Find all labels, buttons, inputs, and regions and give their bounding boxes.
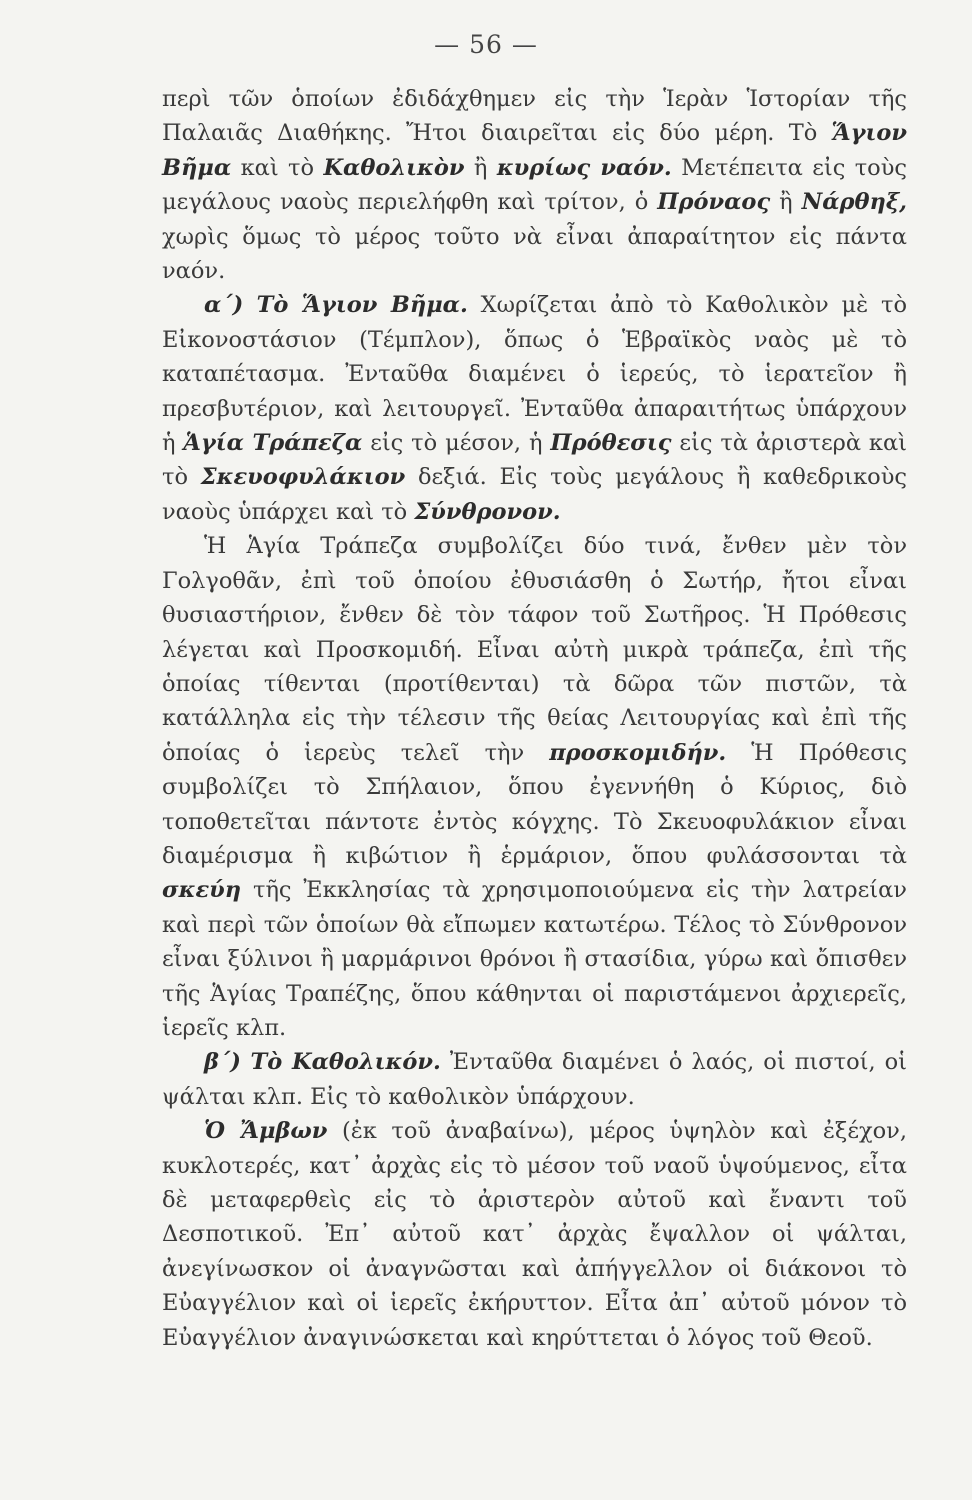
- emphasized-term: Σκευοφυλάκιον: [200, 464, 406, 491]
- text-run: χωρὶς ὅμως τὸ μέρος τοῦτο νὰ εἶναι ἀπαραίτητον εἰς πάντα ναόν.: [162, 223, 907, 285]
- text-run: ἢ: [464, 154, 497, 181]
- paragraph-holy-bema: [162, 288, 907, 529]
- emphasized-term: Ἅγιον Βῆμα: [162, 120, 907, 181]
- text-run: Μετέπειτα εἰς τοὺς μεγάλους ναοὺς περιελήφθη καὶ τρίτον, ὁ: [162, 154, 908, 216]
- emphasized-term: Ἁγία Τράπεζα: [183, 430, 363, 457]
- text-run: περὶ τῶν ὁποίων ἐδιδάχθημεν εἰς τὴν Ἱερὰν Ἱστορίαν τῆς Παλαιᾶς Διαθήκης. Ἤτοι διαιρεῖται εἰς δύο μέρη. Τὸ: [162, 86, 907, 147]
- text-run: Ἡ Ἁγία Τράπεζα συμβολίζει δύο τινά, ἔνθεν μὲν τὸν Γολγοθᾶν, ἐπὶ τοῦ ὁποίου ἐθυσιάσθη ὁ Σωτήρ, ἤτοι εἶναι θυσιαστήριον, ἔνθεν δὲ τὸν τάφον τοῦ Σωτῆρος. Ἡ Πρόθεσις λέγεται καὶ Προσκομιδή. Εἶναι αὐτὴ μικρὰ τράπεζα, ἐπὶ τῆς ὁποίας τίθενται (προτίθενται) τὰ δῶρα τῶν πιστῶν, τὰ κατάλληλα εἰς τὴν τέλεσιν τῆς θείας Λειτουργίας καὶ ἐπὶ τῆς ὁποίας ὁ ἱερεὺς τελεῖ τὴν: [162, 533, 907, 766]
- text-run: ἢ: [770, 189, 802, 216]
- emphasized-term: Καθολικὸν: [323, 154, 465, 181]
- emphasized-term: προσκομιδήν.: [549, 739, 727, 766]
- emphasized-term: α΄) Τὸ Ἅγιον Βῆμα.: [204, 292, 468, 319]
- emphasized-term: Σύνθρονον.: [414, 498, 561, 525]
- text-run: Ἐνταῦθα διαμένει ὁ λαός, οἱ πιστοί, οἱ ψάλται κλπ. Εἰς τὸ καθολικὸν ὑπάρχουν.: [162, 1049, 908, 1110]
- text-run: καὶ τὸ: [231, 154, 324, 181]
- emphasized-term: σκεύη: [162, 877, 242, 904]
- emphasized-term: Νάρθηξ,: [801, 189, 907, 216]
- text-run: εἰς τὸ μέσον, ἡ: [362, 430, 551, 457]
- text-run: δεξιά. Εἰς τοὺς μεγάλους ἢ καθεδρικοὺς ναοὺς ὑπάρχει καὶ τὸ: [162, 464, 907, 525]
- emphasized-term: Ὁ Ἄμβων: [204, 1118, 328, 1145]
- emphasized-term: Πρόναος: [657, 189, 771, 216]
- text-run: (ἐκ τοῦ ἀναβαίνω), μέρος ὑψηλὸν καὶ ἐξέχον, κυκλοτερές, κατ᾿ ἀρχὰς εἰς τὸ μέσον τοῦ ναοῦ ὑψούμενος, εἶτα δὲ μεταφερθεὶς εἰς τὸ ἀριστερὸν αὐτοῦ καὶ ἔναντι τοῦ Δεσποτικοῦ. Ἐπ᾿ αὐτοῦ κατ᾿ ἀρχὰς ἔψαλλον οἱ ψάλται, ἀνεγίνωσκον οἱ ἀναγνῶσται καὶ ἀπήγγελλον οἱ διάκονοι τὸ Εὐαγγέλιον καὶ οἱ ἱερεῖς ἐκήρυττον. Εἶτα ἀπ᾿ αὐτοῦ μόνον τὸ Εὐαγγέλιον ἀναγινώσκεται καὶ κηρύττεται ὁ λόγος τοῦ Θεοῦ.: [162, 1118, 907, 1351]
- text-run: εἰς τὰ ἀριστερὰ καὶ τὸ: [162, 430, 907, 491]
- body-text: [162, 82, 907, 1355]
- text-run: Ἡ Πρόθεσις συμβολίζει τὸ Σπήλαιον, ὅπου ἐγεννήθη ὁ Κύριος, διὸ τοποθετεῖται πάντοτε ἐντὸς κόγχης. Τὸ Σκευοφυλάκιον εἶναι διαμέρισμα ἢ κιβώτιον ἢ ἑρμάριον, ὅπου φυλάσσονται τὰ: [162, 739, 907, 869]
- emphasized-term: Πρόθεσις: [550, 430, 672, 457]
- page-number: — 56 —: [434, 30, 538, 59]
- emphasized-term: κυρίως ναόν.: [496, 154, 672, 181]
- paragraph-holy-table: [162, 529, 907, 1045]
- paragraph-katholikon: [162, 1045, 907, 1114]
- emphasized-term: β΄) Τὸ Καθολικόν.: [204, 1049, 441, 1076]
- paragraph-intro: [162, 82, 907, 288]
- paragraph-ambo: [162, 1114, 907, 1355]
- text-run: τῆς Ἐκκλησίας τὰ χρησιμοποιούμενα εἰς τὴν λατρείαν καὶ περὶ τῶν ὁποίων θὰ εἴπωμεν κατωτέρω. Τέλος τὸ Σύνθρονον εἶναι ξύλινοι ἢ μαρμάρινοι θρόνοι ἢ στασίδια, γύρω καὶ ὄπισθεν τῆς Ἁγίας Τραπέζης, ὅπου κάθηνται οἱ παριστάμενοι ἀρχιερεῖς, ἱερεῖς κλπ.: [162, 877, 907, 1041]
- text-run: Χωρίζεται ἀπὸ τὸ Καθολικὸν μὲ τὸ Εἰκονοστάσιον (Τέμπλον), ὅπως ὁ Ἑβραϊκὸς ναὸς μὲ τὸ καταπέτασμα. Ἐνταῦθα διαμένει ὁ ἱερεύς, τὸ ἱερατεῖον ἢ πρεσβυτέριον, καὶ λειτουργεῖ. Ἐνταῦθα ἀπαραιτήτως ὑπάρχουν ἡ: [162, 292, 907, 457]
